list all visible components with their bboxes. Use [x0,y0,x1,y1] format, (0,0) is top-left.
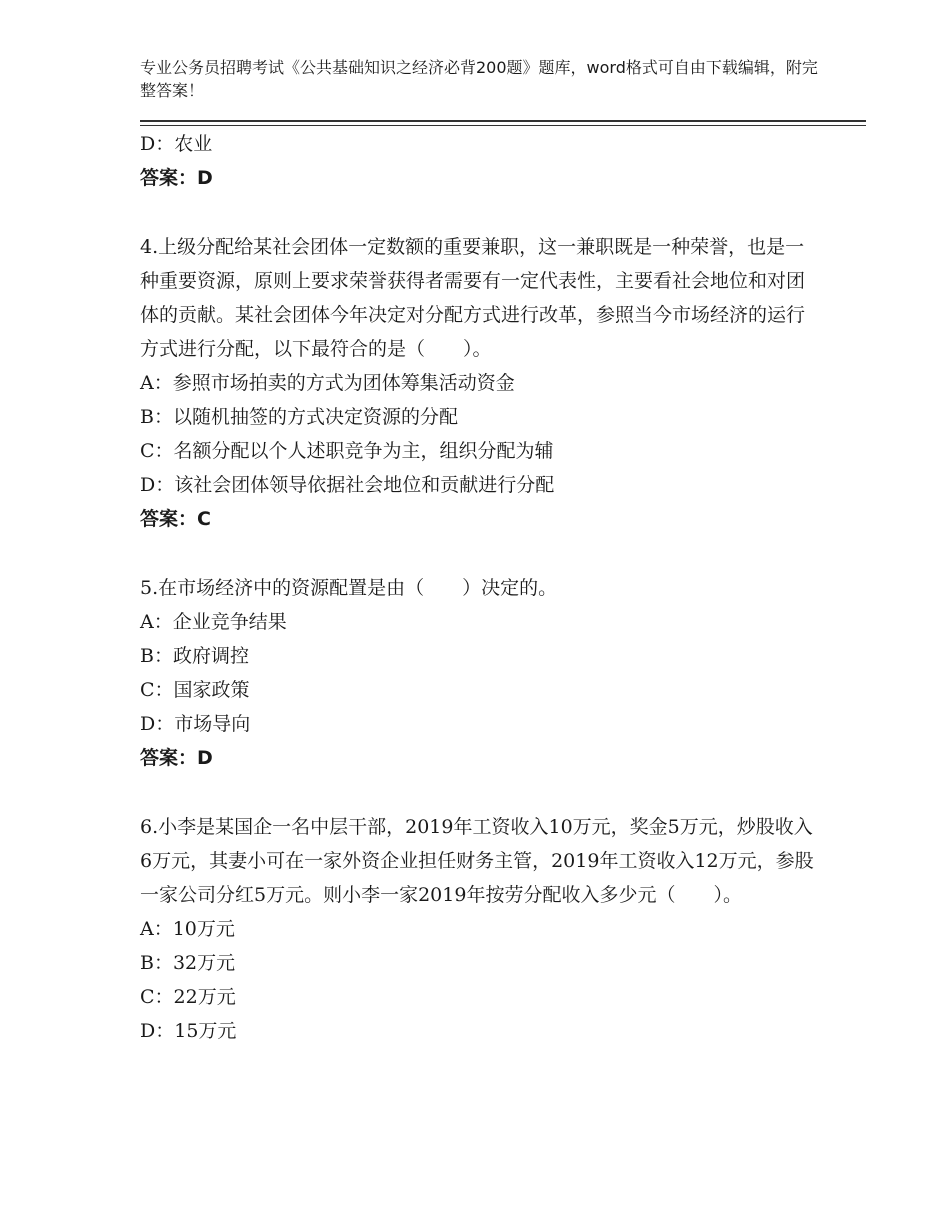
question-6 [140,810,820,1048]
option-a: A：企业竞争结果 [140,611,287,633]
option-c: C：22万元 [140,986,236,1008]
spacer [140,195,820,230]
answer: 答案：D [140,747,213,769]
option-a: A：参照市场拍卖的方式为团体筹集活动资金 [140,372,515,394]
question-text: 4.上级分配给某社会团体一定数额的重要兼职，这一兼职既是一种荣誉，也是一种重要资源，原则上要求荣誉获得者需要有一定代表性，主要看社会地位和对团体的贡献。某社会团体今年决定对分配方式进行改革，参照当今市场经济的运行方式进行分配，以下最符合的是（ ）。 [140,236,806,360]
option-b: B：以随机抽签的方式决定资源的分配 [140,406,458,428]
header-rule-thin [140,125,866,126]
page-header: 专业公务员招聘考试《公共基础知识之经济必背200题》题库，word格式可自由下载编辑，附完整答案！ [140,58,818,100]
header-rule-thick [140,120,866,122]
option-a: A：10万元 [140,918,235,940]
document-body [140,127,820,1048]
option-c: C：名额分配以个人述职竞争为主，组织分配为辅 [140,440,554,462]
spacer [140,775,820,810]
question-5 [140,571,820,775]
answer: 答案：C [140,508,211,530]
prev-answer: 答案：D [140,167,213,189]
option-c: C：国家政策 [140,679,250,701]
option-b: B：政府调控 [140,645,249,667]
question-text: 6.小李是某国企一名中层干部，2019年工资收入10万元，奖金5万元，炒股收入6万元，其妻小可在一家外资企业担任财务主管，2019年工资收入12万元，参股一家公司分红5万元。则小李一家2019年按劳分配收入多少元（ ）。 [140,816,814,906]
option-d: D：该社会团体领导依据社会地位和贡献进行分配 [140,474,555,496]
option-b: B：32万元 [140,952,236,974]
option-d: D：市场导向 [140,713,251,735]
question-text: 5.在市场经济中的资源配置是由（ ）决定的。 [140,577,558,599]
spacer [140,536,820,571]
option-d: D：15万元 [140,1020,237,1042]
prev-option-d: D：农业 [140,133,213,155]
question-4 [140,230,820,536]
